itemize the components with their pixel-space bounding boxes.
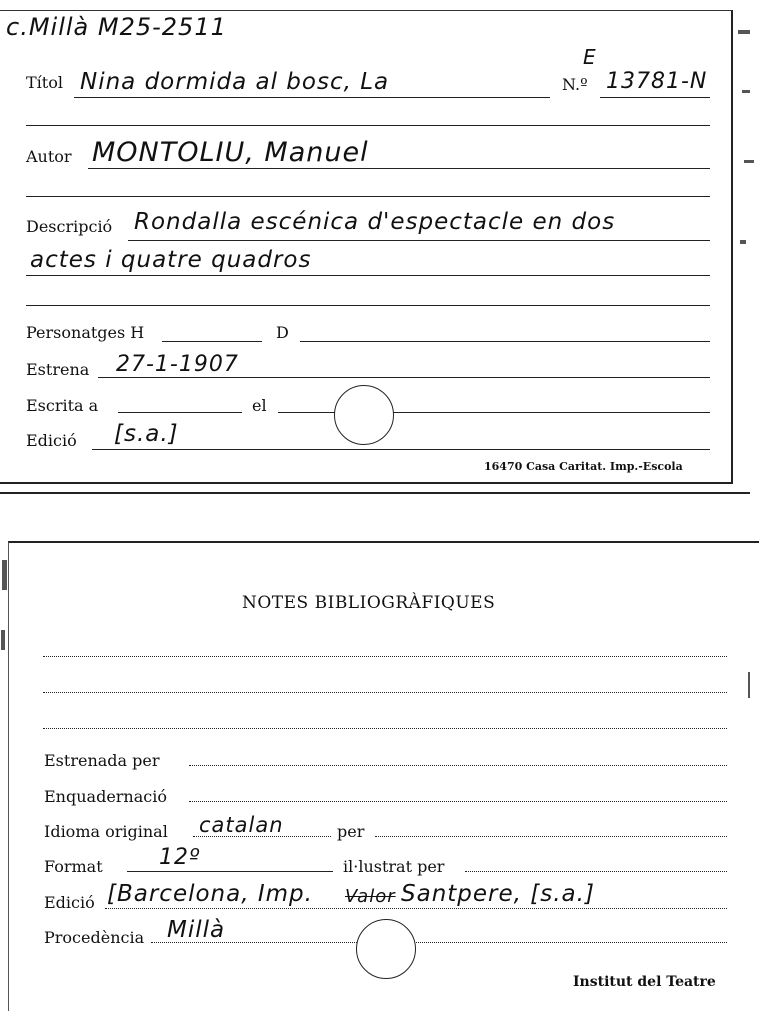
institution: Institut del Teatre	[573, 974, 716, 990]
number-mark: E	[583, 45, 597, 69]
description-line-c	[26, 305, 710, 306]
language-per-line	[375, 836, 727, 837]
format-value: 12º	[159, 845, 201, 870]
format-label: Format	[44, 857, 103, 876]
author-label: Autor	[26, 147, 72, 166]
edition-label: Edició	[26, 431, 77, 450]
edition-value-a: [Barcelona, Imp.	[107, 881, 313, 907]
card-heading: NOTES BIBLIOGRÀFIQUES	[242, 593, 496, 613]
author-value: MONTOLIU, Manuel	[92, 137, 369, 168]
characters-d-line	[300, 341, 710, 342]
edition-value-b: Santpere, [s.a.]	[401, 881, 595, 907]
catalog-card-front	[0, 10, 733, 484]
author-line-2	[26, 196, 710, 197]
edition-label: Edició	[44, 893, 95, 912]
author-line	[88, 168, 710, 169]
number-value: 13781-N	[606, 69, 708, 94]
notes-line-2	[43, 692, 727, 693]
scan-noise	[742, 90, 750, 93]
notes-line-1	[43, 656, 727, 657]
origin-line	[151, 942, 727, 943]
description-line-2: actes i quatre quadros	[30, 247, 312, 273]
premiered-by-line	[189, 765, 727, 766]
premiere-line	[98, 377, 710, 378]
premiere-label: Estrena	[26, 360, 90, 379]
card-edge	[0, 492, 750, 494]
illustrated-line	[465, 871, 727, 872]
premiered-by-label: Estrenada per	[44, 751, 160, 770]
written-label: Escrita a	[26, 396, 99, 415]
characters-d-label: D	[276, 323, 289, 342]
number-label: N.º	[562, 75, 588, 94]
edition-line	[105, 908, 727, 909]
notes-line-3	[43, 728, 727, 729]
binding-label: Enquadernació	[44, 787, 167, 806]
edition-value: [s.a.]	[114, 421, 179, 447]
binding-line	[189, 801, 727, 802]
language-value: catalan	[199, 813, 284, 837]
written-date-label: el	[252, 396, 267, 415]
premiere-value: 27-1-1907	[116, 352, 239, 377]
title-line-2	[26, 125, 710, 126]
call-number: c.Millà M25-2511	[6, 13, 227, 41]
description-line-a	[128, 240, 710, 241]
characters-label: Personatges H	[26, 323, 145, 342]
scan-noise	[2, 560, 7, 590]
punch-hole	[334, 385, 394, 445]
scan-noise	[748, 672, 750, 698]
punch-hole	[356, 919, 416, 979]
description-line-1: Rondalla escénica d'espectacle en dos	[134, 209, 616, 235]
scan-noise	[1, 630, 5, 650]
description-label: Descripció	[26, 217, 113, 236]
edition-value-struck: Valor	[345, 886, 396, 907]
catalog-card-back	[8, 541, 759, 1011]
scan-noise	[738, 30, 750, 34]
language-per-label: per	[337, 822, 365, 841]
language-label: Idioma original	[44, 822, 168, 841]
scan-noise	[744, 160, 754, 163]
edition-line	[92, 449, 710, 450]
language-line	[193, 836, 331, 837]
origin-value: Millà	[167, 917, 226, 943]
scan-noise	[740, 240, 746, 244]
title-value: Nina dormida al bosc, La	[80, 69, 390, 95]
written-line	[118, 412, 242, 413]
number-line	[600, 97, 710, 98]
description-line-b	[26, 275, 710, 276]
format-line	[127, 871, 333, 872]
origin-label: Procedència	[44, 928, 145, 947]
characters-h-line	[162, 341, 262, 342]
title-label: Títol	[26, 73, 63, 92]
title-line	[74, 97, 550, 98]
illustrated-label: il·lustrat per	[343, 857, 445, 876]
printer-note: 16470 Casa Caritat. Imp.-Escola	[484, 460, 683, 473]
